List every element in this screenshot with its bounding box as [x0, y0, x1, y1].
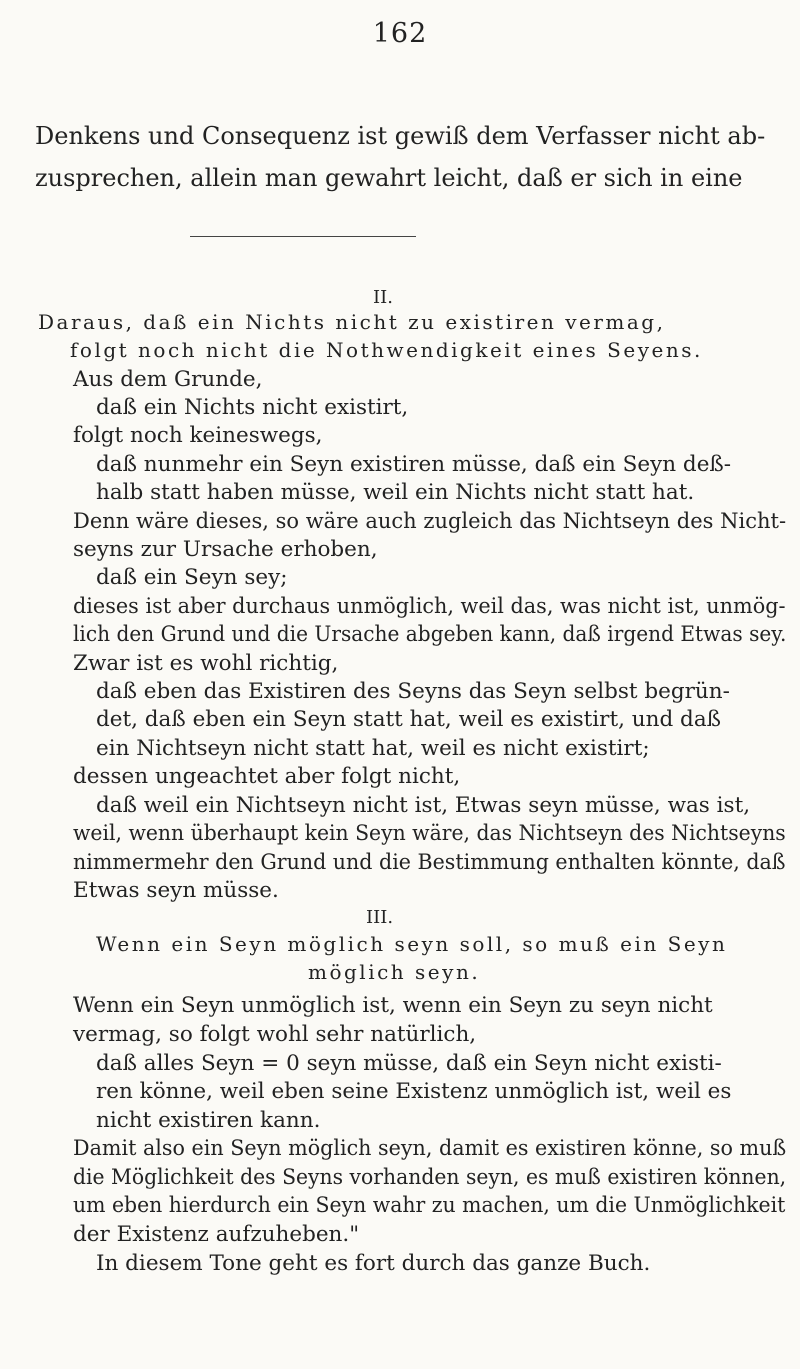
- text-line: daß eben das Existiren des Seyns das Seyn selbst begrün-: [96, 679, 730, 704]
- text-line: nimmermehr den Grund und die Bestimmung enthalten könnte, daß: [73, 850, 786, 875]
- page-number: 162: [372, 18, 428, 49]
- text-line: lich den Grund und die Ursache abgeben kann, daß irgend Etwas sey.: [73, 622, 787, 647]
- text-line: Aus dem Grunde,: [73, 367, 263, 392]
- text-line: folgt noch keineswegs,: [73, 423, 323, 448]
- text-line: zusprechen, allein man gewahrt leicht, daß er sich in eine: [35, 164, 743, 192]
- text-line: daß ein Nichts nicht existirt,: [96, 395, 409, 420]
- section-heading: folgt noch nicht die Nothwendigkeit eines Seyens.: [70, 338, 703, 362]
- text-line: Zwar ist es wohl richtig,: [73, 651, 339, 676]
- text-line: dieses ist aber durchaus unmöglich, weil das, was nicht ist, unmög-: [73, 594, 786, 619]
- text-line: Denn wäre dieses, so wäre auch zugleich das Nichtseyn des Nicht-: [73, 509, 787, 534]
- section-heading: möglich seyn.: [308, 960, 481, 984]
- text-line: Damit also ein Seyn möglich seyn, damit es existiren könne, so muß: [73, 1136, 787, 1161]
- text-line: daß ein Seyn sey;: [96, 565, 288, 590]
- text-line: In diesem Tone geht es fort durch das ganze Buch.: [96, 1251, 651, 1276]
- text-line: daß nunmehr ein Seyn existiren müsse, daß ein Seyn deß-: [96, 452, 732, 477]
- text-line: dessen ungeachtet aber folgt nicht,: [73, 764, 461, 789]
- text-line: die Möglichkeit des Seyns vorhanden seyn, es muß existiren können,: [73, 1165, 787, 1190]
- text-line: seyns zur Ursache erhoben,: [73, 537, 378, 562]
- text-line: nicht existiren kann.: [96, 1108, 321, 1133]
- text-line: vermag, so folgt wohl sehr natürlich,: [73, 1022, 477, 1047]
- text-line: det, daß eben ein Seyn statt hat, weil es existirt, und daß: [96, 707, 722, 732]
- text-line: der Existenz aufzuheben.": [73, 1222, 360, 1247]
- text-line: halb statt haben müsse, weil ein Nichts nicht statt hat.: [96, 480, 695, 505]
- text-line: weil, wenn überhaupt kein Seyn wäre, das Nichtseyn des Nichtseyns: [73, 821, 786, 846]
- text-line: daß alles Seyn = 0 seyn müsse, daß ein Seyn nicht existi-: [96, 1051, 722, 1076]
- section-heading: Daraus, daß ein Nichts nicht zu existiren vermag,: [38, 310, 666, 334]
- text-line: Etwas seyn müsse.: [73, 878, 279, 903]
- separator-rule: [190, 236, 416, 237]
- text-line: um eben hierdurch ein Seyn wahr zu machen, um die Unmöglichkeit: [73, 1193, 786, 1218]
- text-line: Wenn ein Seyn unmöglich ist, wenn ein Seyn zu seyn nicht: [73, 993, 713, 1018]
- section-numeral: III.: [366, 907, 394, 928]
- text-line: ein Nichtseyn nicht statt hat, weil es nicht existirt;: [96, 736, 650, 761]
- section-heading: Wenn ein Seyn möglich seyn soll, so muß ein Seyn: [96, 932, 728, 956]
- text-line: daß weil ein Nichtseyn nicht ist, Etwas seyn müsse, was ist,: [96, 793, 751, 818]
- text-line: Denkens und Consequenz ist gewiß dem Verfasser nicht ab-: [35, 122, 766, 150]
- text-line: ren könne, weil eben seine Existenz unmöglich ist, weil es: [96, 1079, 732, 1104]
- section-numeral: II.: [373, 287, 393, 308]
